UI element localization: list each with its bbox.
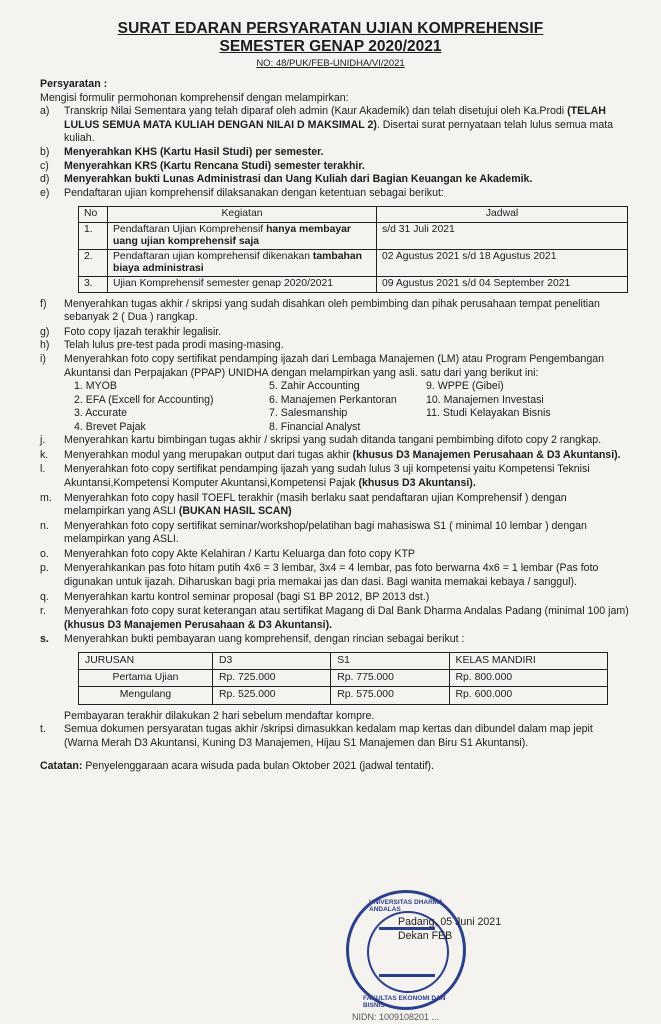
item-h: h) Telah lulus pre-test pada prodi masing-masing. (40, 339, 284, 352)
item-d: d) Menyerahkan bukti Lunas Administrasi dan Uang Kuliah dari Bagian Keuangan ke Akademik. (40, 173, 533, 186)
item-k: k. Menyerahkan modul yang merupakan output dari tugas akhir (khusus D3 Manajemen Perusahaan & D3 Akuntansi). (40, 448, 621, 461)
fee-table (78, 652, 608, 705)
table-row: 2. Pendaftaran ujian komprehensif dikenakan tambahan biaya administrasi 02 Agustus 2021 s/d 18 Agustus 2021 (79, 249, 628, 276)
requirements-body (40, 78, 630, 774)
table-row: 3. Ujian Komprehensif semester genap 2020/2021 09 Agustus 2021 s/d 04 September 2021 (79, 277, 628, 292)
list-item: 10. Manajemen Investasi (426, 393, 544, 406)
payment-note: Pembayaran terakhir dilakukan 2 hari sebelum mendaftar kompre. (64, 709, 375, 722)
doc-number: NO: 48/PUK/FEB-UNIDHA/VI/2021 (256, 58, 405, 69)
signature-block (398, 915, 501, 943)
list-item: 3. Accurate (74, 407, 127, 420)
item-c: c) Menyerahkan KRS (Kartu Rencana Studi) semester terakhir. (40, 159, 365, 172)
item-e: e) Pendaftaran ujian komprehensif dilaksanakan dengan ketentuan sebagai berikut: (40, 186, 444, 199)
item-i: i) Menyerahkan foto copy sertifikat pendamping ijazah dari Lembaga Manajemen (LM) atau Program Pengembangan Akuntansi dan Perpajakan (PPAP) UNIDHA dengan melampirkan yang asli. satu dari yang berikut ini: (40, 352, 605, 379)
list-item: 2. EFA (Excell for Accounting) (74, 393, 214, 406)
item-g: g) Foto copy Ijazah terakhir legalisir. (40, 325, 222, 338)
schedule-table (78, 206, 628, 292)
list-item: 7. Salesmanship (269, 407, 348, 420)
list-item (426, 421, 606, 435)
item-o: o. Menyerahkan foto copy Akte Kelahiran / Kartu Keluarga dan foto copy KTP (40, 547, 415, 560)
item-n: n. Menyerahkan foto copy sertifikat seminar/workshop/pelatihan bagi mahasiswa S1 ( minimal 10 lembar ) dengan melampirkan yang ASLI. (40, 519, 587, 546)
list-item: 8. Financial Analyst (269, 420, 361, 433)
item-a: a) Transkrip Nilai Sementara yang telah diparaf oleh admin (Kaur Akademik) dan telah disetujui oleh Ka.Prodi (TELAH LULUS SEMUA MATA KULIAH DENGAN NILAI D MAKSIMAL 2). Disertai surat pernyataan telah lulus semua mata kuliah. (40, 105, 614, 145)
table-header-row: No Kegiatan Jadwal (79, 207, 628, 222)
signer-title: Dekan FEB (398, 930, 453, 942)
item-l: l. Menyerahkan foto copy sertifikat pendamping ijazah yang sudah lulus 3 uji kompetensi yaitu Kompetensi Teknisi Akuntansi,Kompetensi Komputer Akuntansi,Kompetensi Pajak (khusus D3 Akuntansi). (40, 463, 590, 489)
faculty-stamp: UNIVERSITAS DHARMA ANDALAS FAKULTAS EKONOMI DAN BISNIS (346, 890, 466, 1010)
list-item: 5. Zahir Accounting (269, 380, 360, 393)
table-header-row: JURUSAN D3 S1 KELAS MANDIRI (79, 653, 608, 670)
item-p: p. Menyerahkankan pas foto hitam putih 4x6 = 3 lembar, 3x4 = 4 lembar, pas foto berwarna 4x6 = 1 lembar (Pas foto digunakan untuk ijazah. Diharuskan bagi pria memakai jas dan dasi. Bagi wanita memakai kebaya / sanggul). (40, 562, 599, 589)
footer-text: NIDN: 1009108201 ... (352, 1012, 440, 1022)
item-f: f) Menyerahkan tugas akhir / skripsi yang sudah disahkan oleh pembimbing dan pihak perusahaan tempat penelitian sebanyak 2 ( Dua ) rangkap. (40, 297, 600, 324)
item-r: r. Menyerahkan foto copy surat keterangan atau sertifikat Magang di Dal Bank Dharma Andalas Padang (minimal 100 jam) (khusus D3 Manajemen Perusahaan & D3 Akuntansi). (40, 605, 629, 631)
certificate-list (74, 380, 630, 434)
item-s: s. Menyerahkan bukti pembayaran uang komprehensif, dengan rincian sebagai berikut : (40, 633, 465, 646)
list-item: 11. Studi Kelayakan Bisnis (426, 407, 551, 420)
list-item: 9. WPPE (Gibei) (426, 380, 504, 393)
doc-subtitle: SEMESTER GENAP 2020/2021 (219, 38, 442, 55)
table-row: 1. Pendaftaran Ujian Komprehensif hanya membayar uang ujian komprehensif saja s/d 31 Juli 2021 (79, 222, 628, 249)
note-line: Catatan: Penyelenggaraan acara wisuda pada bulan Oktober 2021 (jadwal tentatif). (40, 760, 434, 773)
item-m: m. Menyerahkan foto copy hasil TOEFL terakhir (masih berlaku saat pendaftaran ujian Komprehensif ) dengan melampirkan yang ASLI (BUKAN HASIL SCAN) (40, 491, 567, 518)
list-item: 4. Brevet Pajak (74, 420, 146, 433)
table-row: Mengulang Rp. 525.000 Rp. 575.000 Rp. 600.000 (79, 687, 608, 704)
table-row: Pertama Ujian Rp. 725.000 Rp. 775.000 Rp. 800.000 (79, 670, 608, 687)
requirements-heading: Persyaratan : (40, 78, 108, 90)
item-q: q. Menyerahkan kartu kontrol seminar proposal (bagi S1 BP 2012, BP 2013 dst.) (40, 590, 430, 603)
place-date: Padang, 05 Juni 2021 (398, 916, 502, 928)
intro-text: Mengisi formulir permohonan komprehensif dengan melampirkan: (40, 91, 349, 104)
item-b: b) Menyerahkan KHS (Kartu Hasil Studi) per semester. (40, 145, 324, 158)
list-item: 1. MYOB (74, 380, 117, 393)
item-j: j. Menyerahkan kartu bimbingan tugas akhir / skripsi yang sudah ditanda tangani pembimbing difoto copy 2 rangkap. (40, 434, 602, 447)
doc-title: SURAT EDARAN PERSYARATAN UJIAN KOMPREHENSIF (117, 20, 544, 37)
list-item: 6. Manajemen Perkantoran (269, 393, 397, 406)
item-t: t. Semua dokumen persyaratan tugas akhir /skripsi dimasukkan kedalam map kertas dan dibundel dalam map jepit (Warna Merah D3 Akuntansi, Kuning D3 Manajemen, Hijau S1 Manajemen dan Biru S1 Akuntansi). (40, 723, 593, 749)
